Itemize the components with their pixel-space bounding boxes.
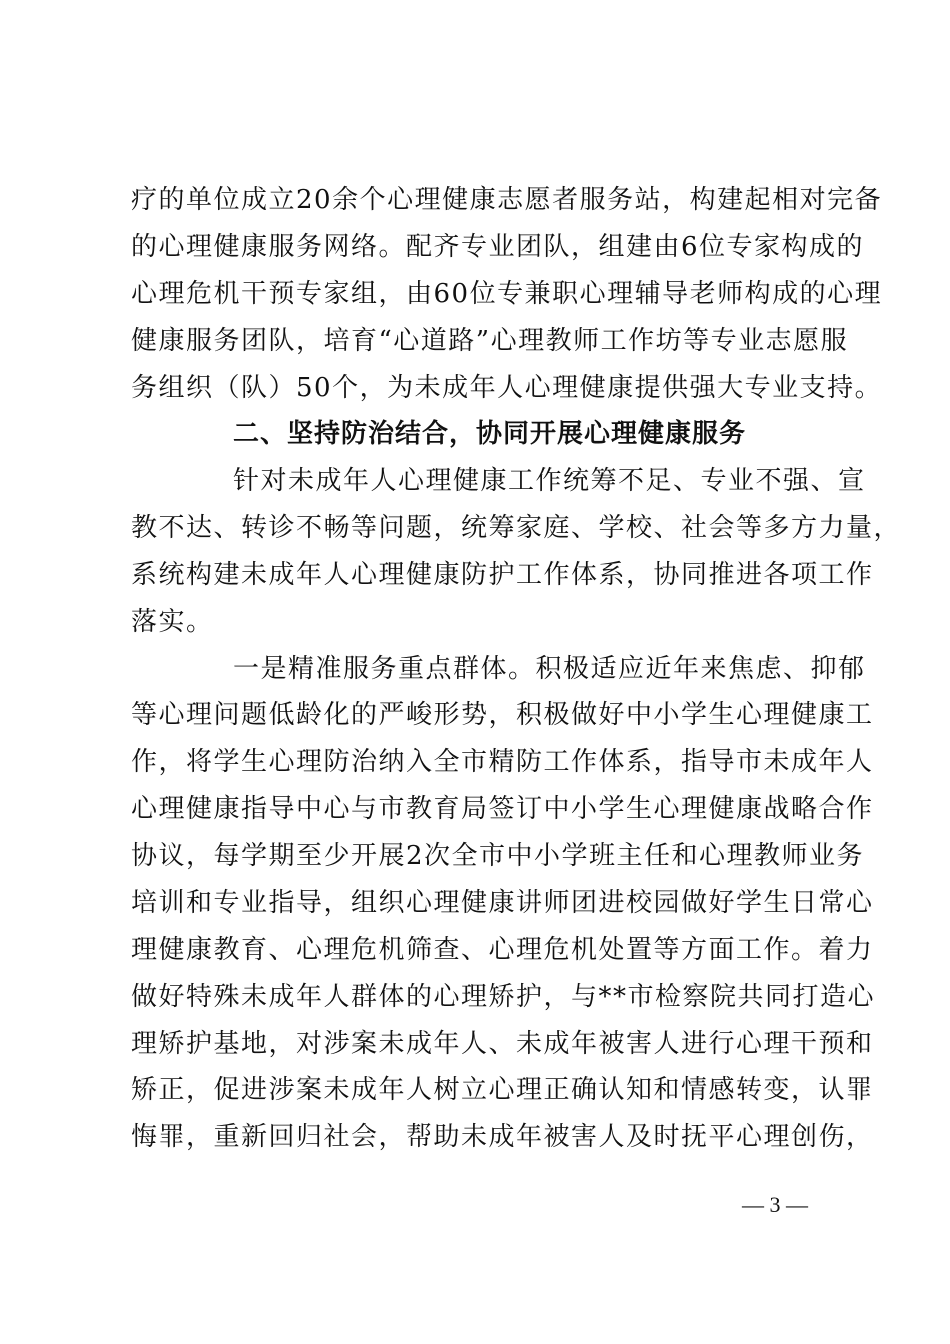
text-line: 疗的单位成立20余个心理健康志愿者服务站，构建起相对完备	[131, 185, 883, 215]
text-line: 针对未成年人心理健康工作统筹不足、专业不强、宣	[233, 466, 866, 496]
text-line: 的心理健康服务网络。配齐专业团队，组建由6位专家构成的	[131, 232, 865, 262]
text-line: 理健康教育、心理危机筛查、心理危机处置等方面工作。着力	[131, 935, 874, 965]
text-line: 作，将学生心理防治纳入全市精防工作体系，指导市未成年人	[131, 747, 874, 777]
text-line: 健康服务团队，培育“心道路”心理教师工作坊等专业志愿服	[131, 326, 849, 356]
text-line: 矫正，促进涉案未成年人树立心理正确认知和情感转变，认罪	[131, 1075, 874, 1105]
text-line: 务组织（队）50个，为未成年人心理健康提供强大专业支持。	[131, 373, 883, 403]
text-line: 落实。	[131, 607, 214, 637]
text-line: 一是精准服务重点群体。积极适应近年来焦虑、抑郁	[233, 654, 866, 684]
text-line: 培训和专业指导，组织心理健康讲师团进校园做好学生日常心	[131, 888, 874, 918]
text-line: 等心理问题低龄化的严峻形势，积极做好中小学生心理健康工	[131, 700, 874, 730]
text-line: 心理危机干预专家组，由60位专兼职心理辅导老师构成的心理	[131, 279, 883, 309]
page-number: — 3 —	[742, 1192, 808, 1217]
text-line: 心理健康指导中心与市教育局签订中小学生心理健康战略合作	[131, 794, 874, 824]
text-line: 协议，每学期至少开展2次全市中小学班主任和心理教师业务	[131, 841, 865, 871]
text-line: 理矫护基地，对涉案未成年人、未成年被害人进行心理干预和	[131, 1029, 874, 1059]
text-line: 做好特殊未成年人群体的心理矫护，与**市检察院共同打造心	[131, 982, 876, 1012]
text-line: 系统构建未成年人心理健康防护工作体系，协同推进各项工作	[131, 560, 874, 590]
text-line: 悔罪，重新回归社会，帮助未成年被害人及时抚平心理创伤，	[131, 1122, 874, 1152]
text-line: 教不达、转诊不畅等问题，统筹家庭、学校、社会等多方力量，	[131, 513, 902, 543]
section-heading: 二、坚持防治结合，协同开展心理健康服务	[233, 419, 747, 449]
